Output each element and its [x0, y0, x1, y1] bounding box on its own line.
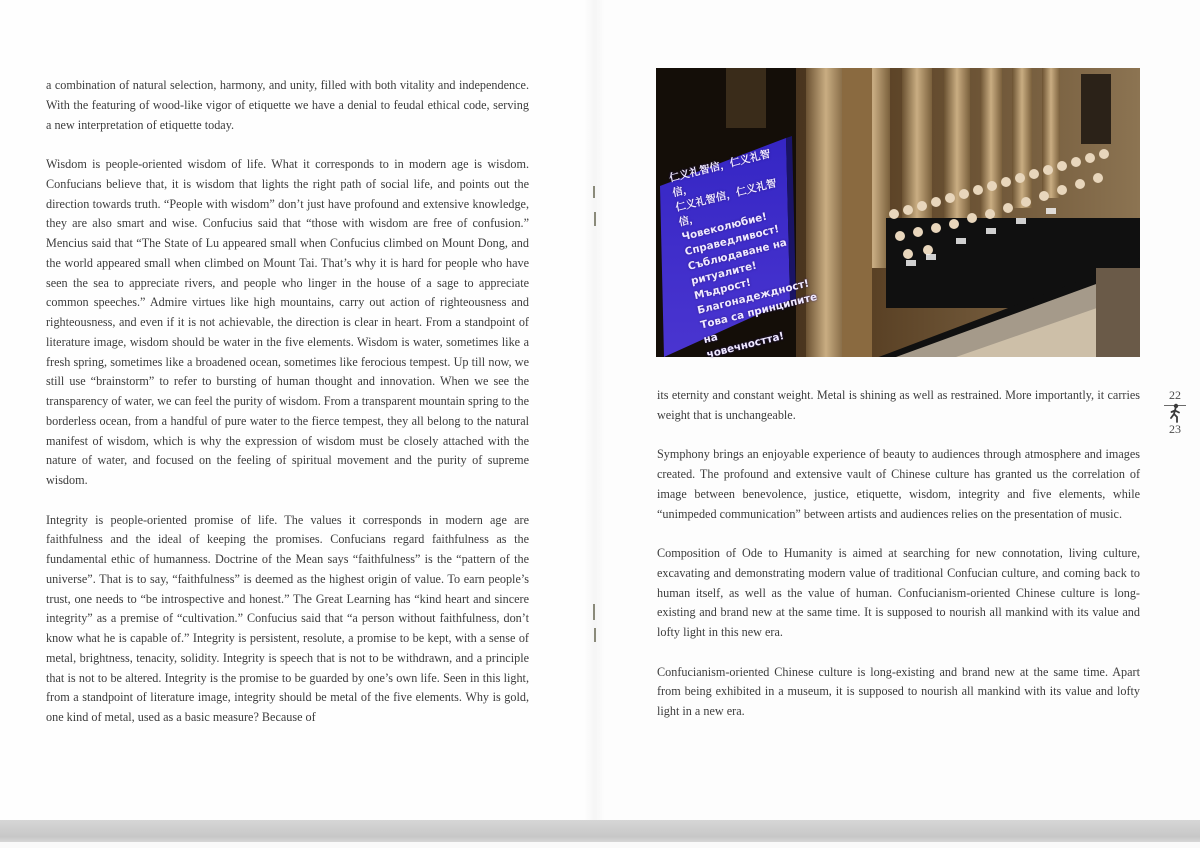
right-text-column: [657, 386, 1140, 742]
scan-mark: [594, 628, 596, 642]
page-number-left: 22: [1169, 388, 1181, 402]
book-gutter: [584, 0, 604, 820]
paragraph: Composition of Ode to Humanity is aimed at searching for new connotation, living culture, excavating and demonstrating modern value of traditional Confucian culture, and coming back to human itself, as well as the value of human. Confucianism-oriented Chinese culture is long-existing and brand new at the same time. It is supposed to nourish all mankind with its value and lofty light in this new era.: [657, 546, 1140, 639]
paragraph: its eternity and constant weight. Metal is shining as well as restrained. More importantly, it carries weight that is unchangeable.: [657, 388, 1140, 422]
scan-mark: [594, 212, 596, 226]
scan-mark: [593, 186, 595, 198]
paragraph: a combination of natural selection, harmony, and unity, filled with both vitality and independence. With the featuring of wood-like vigor of etiquette we have a denial to feudal ethical code, serving a new interpretation of etiquette today.: [46, 78, 529, 132]
paragraph: Symphony brings an enjoyable experience of beauty to audiences through atmosphere and images created. The profound and extensive vault of Chinese culture has granted us the correlation of image between benevolence, justice, etiquette, wisdom, integrity and five elements, while “unimpeded communication” between artists and audiences relies on the presentation of music.: [657, 447, 1140, 521]
scan-mark: [593, 604, 595, 620]
left-text-column: [46, 76, 529, 748]
paragraph: Wisdom is people-oriented wisdom of life. What it corresponds to in modern age is wisdom. Confucians believe that, it is wisdom that lights the right path of social life, and points out the direction towards truth. “People with wisdom” don’t just have profound and extensive knowledge, they are also smart and wise. Confucius said that “those with wisdom are free of confusion.” Mencius said that “The State of Lu appeared small when Confucius climbed on Mount Dong, and the world appeared small when climbed on Mount Tai. That’s why it is hard for people who have seen the sea to appreciate rivers, and people who linger in the house of a sage to appreciate common speeches.” Admire virtues like high mountains, carry out action of righteousness and righteousness, and even if it is not achievable, the direction is clear in heart. From a standpoint of literature image, wisdom should be water in the five elements. Wisdom is water, sometimes like a fresh spring, sometimes like a broadened ocean, sometimes like ferocious tempest. Up till now, we still use “brainstorm” to refer to bursting of human thought and innovation. When we see the transparency of water, we can feel the purity of wisdom. From a transparent mountain spring to the borderless ocean, from a handful of pure water to the fierce tempest, they all belong to the natural manifest of wisdom, which is why the expression of wisdom must be closely attached with the nature of water, and focused on the feeling of spiritual movement and the purity of supreme wisdom.: [46, 157, 529, 487]
paragraph: Confucianism-oriented Chinese culture is long-existing and brand new at the same time. Apart from being exhibited in a museum, it is supposed to nourish all mankind with its value and lofty light in a new era.: [657, 664, 1140, 718]
projected-lyrics: 仁义礼智信，仁义礼智信， 仁义礼智信，仁义礼智信， Човеколюбие! Справедливост! Съблюдаване на ритуалите! Мъдрост! Благонадеждност! Това са принципите на човечността!: [668, 147, 819, 361]
page-number-right: 23: [1169, 422, 1181, 436]
walking-figure-icon: [1166, 403, 1184, 423]
paragraph: Integrity is people-oriented promise of life. The values it corresponds in modern age are faithfulness and the ideal of keeping the promises. Confucians regard faithfulness as the fundamental ethic of humanness. Doctrine of the Mean says “faithfulness” is the “pattern of the universe”. That is to say, “faithfulness” is deemed as the highest origin of value. To earn people’s trust, one needs to “be introspective and honest.” The Great Learning has “kind heart and sincere integrity” as a premise of “cultivation.” Confucius said that “a person without faithfulness, don’t know what he is capable of.” Integrity is persistent, resolute, a promise to be kept, with a sense of metal, brightness, tenacity, solidity. Integrity is speech that is not to be withdrawn, and a principle that is not to be altered. Integrity is the promise to be guarded by one’s own life. Seen in this light, from a standpoint of literature image, integrity should be metal of the five elements. Why is gold, one kind of metal, used as a basic measure? Because of: [46, 512, 529, 724]
scanner-margin: [0, 842, 1200, 848]
